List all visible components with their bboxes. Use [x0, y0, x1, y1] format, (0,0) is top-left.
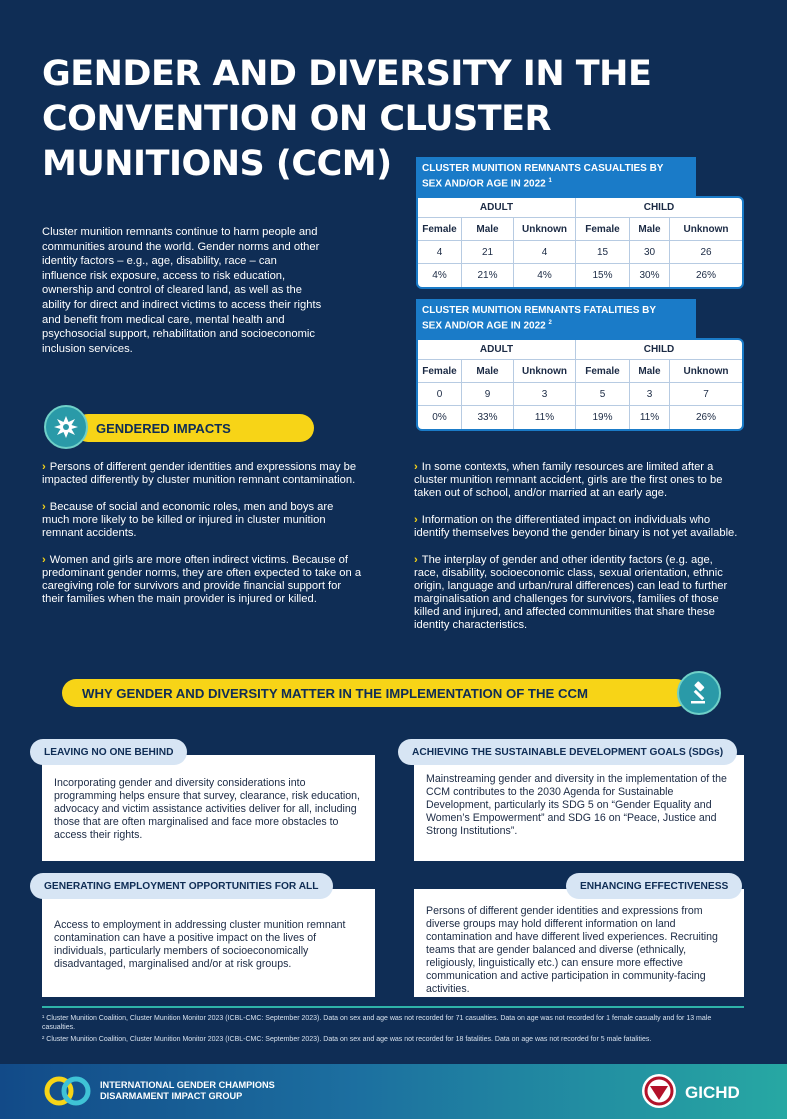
casualties-table	[416, 196, 744, 289]
gavel-icon	[677, 671, 721, 715]
table-cell: 0	[418, 383, 462, 406]
table-cell: 30%	[630, 264, 670, 287]
group-header-adult: ADULT	[418, 198, 576, 218]
effectiveness-title: ENHANCING EFFECTIVENESS	[566, 873, 742, 899]
column-header: Unknown	[670, 360, 742, 383]
table-cell: 3	[630, 383, 670, 406]
sdgs-card	[414, 755, 744, 861]
why-gender-banner: WHY GENDER AND DIVERSITY MATTER IN THE IMPLEMENTATION OF THE CCM	[62, 679, 690, 707]
chevron-right-icon: ›	[42, 501, 46, 513]
intro-paragraph: Cluster munition remnants continue to harm people and communities around the world. Gender norms and other identity factors – e.g., age, disability, race – can influence risk exposure, access to risk education, ownership and control of cleared land, as well as the ability for direct and indirect victims to access their rights and benefit from medical care, mental health and psychosocial support, rehabilitation and socioeconomic inclusion services.	[42, 226, 322, 355]
chevron-right-icon: ›	[42, 554, 46, 566]
sdgs-text: Mainstreaming gender and diversity in the implementation of the CCM contributes to the 2030 Agenda for Sustainable Development, particularly its SDG 5 on “Gender Equality and Women’s Empowerment” and SDG 16 on “Peace, Justice and Strong Institutions”.	[426, 773, 727, 837]
table-row-counts	[418, 383, 742, 406]
title-line-3: MUNITIONS (CCM)	[42, 144, 392, 184]
table-cell: 15%	[576, 264, 630, 287]
employment-title: GENERATING EMPLOYMENT OPPORTUNITIES FOR ALL	[30, 873, 333, 899]
column-header: Male	[630, 218, 670, 241]
chevron-right-icon: ›	[414, 461, 418, 473]
table-cell: 3	[514, 383, 576, 406]
title-line-2: CONVENTION ON CLUSTER	[42, 99, 551, 139]
sdgs-title: ACHIEVING THE SUSTAINABLE DEVELOPMENT GOALS (SDGs)	[398, 739, 737, 765]
effectiveness-text: Persons of different gender identities and expressions from diverse groups may hold different information on land contamination and have different lived experiences. Recruiting teams that are gender balanced and diverse (ethnically, religiously, linguistically etc.) can ensure more effective communication and active participation in community-facing activities.	[426, 905, 718, 995]
casualties-heading-line-1: CLUSTER MUNITION REMNANTS CASUALTIES BY	[422, 163, 664, 174]
column-header: Unknown	[670, 218, 742, 241]
table-cell: 26%	[695, 270, 716, 282]
list-item: › Because of social and economic roles, men and boys are much more likely to be killed or injured in cluster munition remnant accidents.	[42, 501, 334, 539]
column-header: Female	[576, 218, 630, 241]
footnote-2: ² Cluster Munition Coalition, Cluster Munition Monitor 2023 (ICBL-CMC: September 2023). Data on sex and age was not recorded for 18 fatalities. Data on age was not recorded for 5 male fatalities.	[42, 1036, 652, 1043]
table-cell: 4%	[418, 264, 462, 287]
gichd-logo	[640, 1072, 678, 1115]
table-row-counts	[418, 241, 742, 264]
column-header: Male	[630, 360, 670, 383]
group-header-child: CHILD	[576, 198, 742, 218]
table-cell: 30	[630, 241, 670, 264]
fatalities-heading-line-2: SEX AND/OR AGE IN 2022	[422, 320, 546, 332]
list-item: › Persons of different gender identities and expressions may be impacted differently by cluster munition remnant contamination.	[42, 461, 357, 486]
gichd-wordmark: GICHD	[685, 1083, 740, 1102]
column-header: Female	[418, 218, 462, 241]
table-cell: 9	[462, 383, 514, 406]
employment-text: Access to employment in addressing cluster munition remnant contamination can have a positive impact on the lives of individuals, particularly members of socioeconomically disadvantaged, marginalised and/or at risk groups.	[54, 919, 346, 970]
footnote-mark-1: 1	[548, 178, 552, 184]
explosion-icon	[44, 405, 88, 449]
igc-name	[100, 1080, 275, 1102]
impacts-right-column	[414, 461, 740, 646]
footnote-mark-2: 2	[548, 320, 552, 326]
fatalities-table-block	[416, 299, 744, 431]
table-cell: 15	[576, 241, 630, 264]
chevron-right-icon: ›	[414, 554, 418, 566]
table-cell: 4	[514, 241, 576, 264]
column-header: Unknown	[514, 360, 576, 383]
list-item: › In some contexts, when family resources are limited after a cluster munition remnant accident, girls are the first ones to be taken out of school, and/or married at an early age.	[414, 461, 723, 499]
leaving-no-one-behind-title: LEAVING NO ONE BEHIND	[30, 739, 187, 765]
group-header-adult: ADULT	[418, 340, 576, 360]
table-cell: 19%	[576, 406, 630, 429]
effectiveness-card	[414, 889, 744, 997]
table-cell: 26%	[695, 412, 716, 424]
fatalities-table-heading	[416, 299, 696, 338]
table-cell: 0%	[418, 406, 462, 429]
column-header: Male	[462, 218, 514, 241]
table-cell: 21	[462, 241, 514, 264]
igc-line-1: INTERNATIONAL GENDER CHAMPIONS	[100, 1080, 275, 1090]
column-header: Female	[418, 360, 462, 383]
table-cell: 4%	[514, 264, 576, 287]
title-line-1: GENDER AND DIVERSITY IN THE	[42, 54, 652, 94]
table-cell: 11%	[630, 406, 670, 429]
divider	[42, 1006, 744, 1008]
igc-line-2: DISARMAMENT IMPACT GROUP	[100, 1091, 243, 1101]
table-cell: 5	[576, 383, 630, 406]
table-row-percents	[418, 406, 742, 429]
casualties-table-heading	[416, 157, 696, 196]
table-row-percents	[418, 264, 742, 287]
chevron-right-icon: ›	[414, 514, 418, 526]
column-header: Female	[576, 360, 630, 383]
list-item: › The interplay of gender and other identity factors (e.g. age, race, disability, socioeconomic class, sexual orientation, ethnic origin, language and urban/rural differences) can lead to further marginalisation and challenges for survivors, families of those killed and injured, and affected communities that share these identity characteristics.	[414, 554, 728, 631]
table-cell: 11%	[514, 406, 576, 429]
impacts-left-column	[42, 461, 362, 620]
chevron-right-icon: ›	[42, 461, 46, 473]
casualties-table-block	[416, 157, 744, 289]
table-cell: 7	[670, 383, 742, 406]
column-header: Male	[462, 360, 514, 383]
group-header-child: CHILD	[576, 340, 742, 360]
gendered-impacts-label: GENDERED IMPACTS	[74, 414, 314, 442]
leaving-no-one-behind-card	[42, 755, 375, 861]
footnotes	[42, 1014, 742, 1047]
fatalities-table	[416, 338, 744, 431]
list-item: › Women and girls are more often indirect victims. Because of predominant gender norms, they are often expected to take on a caregiving role for survivors and provide financial support for their families when the main provider is injured or killed.	[42, 554, 362, 605]
column-header: Unknown	[514, 218, 576, 241]
table-cell: 26	[670, 241, 742, 264]
leaving-no-one-behind-text: Incorporating gender and diversity considerations into programming helps ensure that survey, clearance, risk education, advocacy and victim assistance activities deliver for all, including those that are often marginalised and face more obstacles to access their rights.	[54, 777, 360, 841]
fatalities-heading-line-1: CLUSTER MUNITION REMNANTS FATALITIES BY	[422, 305, 657, 316]
employment-card	[42, 889, 375, 997]
table-cell: 4	[418, 241, 462, 264]
igc-logo	[42, 1072, 94, 1115]
table-cell: 21%	[462, 264, 514, 287]
casualties-heading-line-2: SEX AND/OR AGE IN 2022	[422, 178, 546, 190]
footnote-1: ¹ Cluster Munition Coalition, Cluster Munition Monitor 2023 (ICBL-CMC: September 2023). Data on sex and age was not recorded for 71 casualties. Data on age was not recorded for 1 female casualty and for 13 male casualties.	[42, 1015, 712, 1031]
list-item: › Information on the differentiated impact on individuals who identify themselves beyond the gender binary is not yet available.	[414, 514, 738, 539]
table-cell: 33%	[462, 406, 514, 429]
